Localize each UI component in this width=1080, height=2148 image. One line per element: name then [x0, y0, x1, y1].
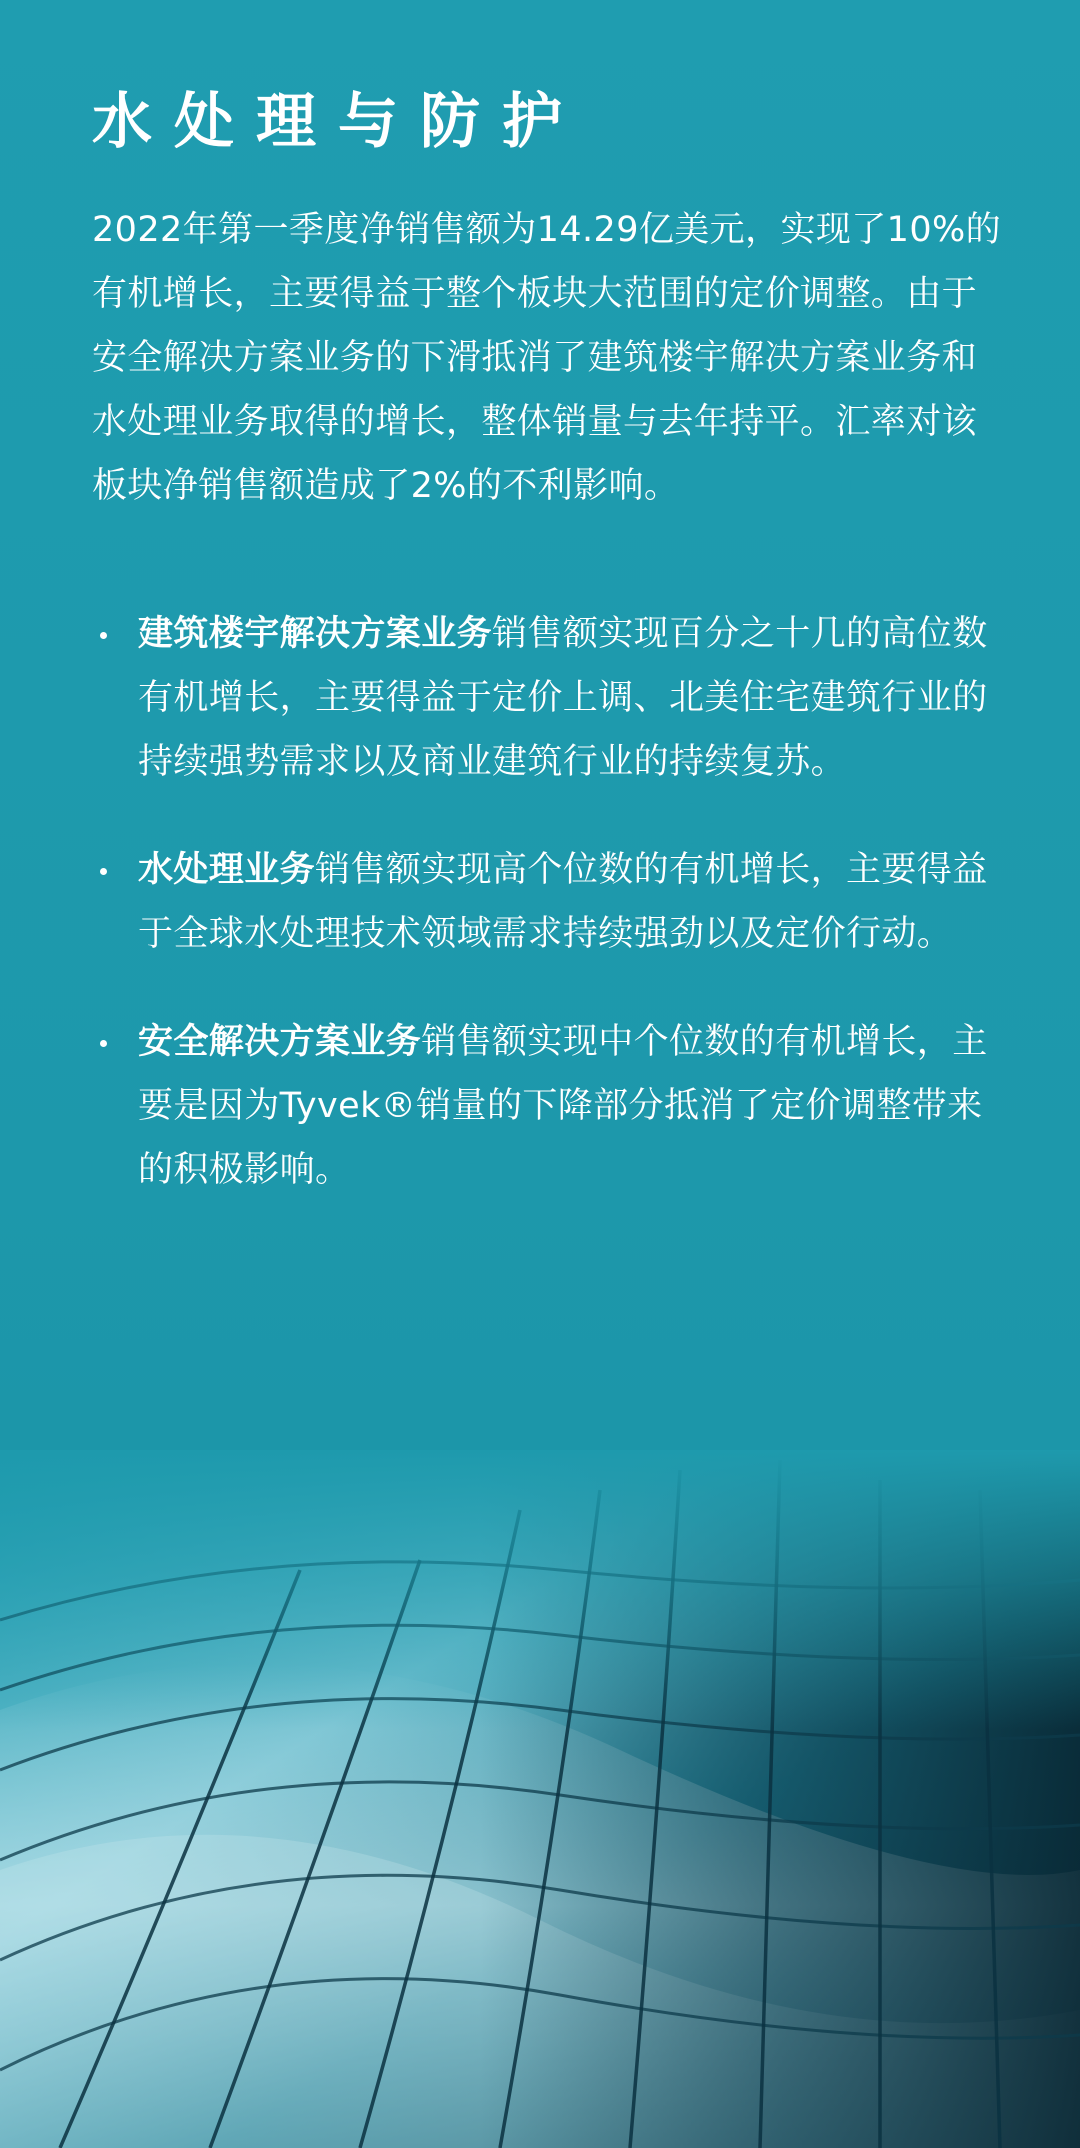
bullet-heading: 安全解决方案业务 — [138, 1022, 422, 1062]
bullet-dot-icon — [100, 868, 107, 875]
list-item — [100, 602, 1000, 794]
bullet-text: 销售额实现高个位数的有机增长，主要得益于全球水处理技术领域需求持续强劲以及定价行动。 — [138, 850, 988, 954]
bullet-text: 销售额实现中个位数的有机增长，主要是因为Tyvek®销量的下降部分抵消了定价调整带来的积极影响。 — [138, 1022, 988, 1190]
page-title: 水处理与防护 — [92, 87, 584, 157]
glass-facade-image — [0, 1450, 1080, 2148]
list-item — [100, 838, 1000, 966]
bullet-dot-icon — [100, 1040, 107, 1047]
bullet-list — [100, 602, 1000, 1246]
intro-paragraph: 2022年第一季度净销售额为14.29亿美元，实现了10%的有机增长，主要得益于整个板块大范围的定价调整。由于安全解决方案业务的下滑抵消了建筑楼宇解决方案业务和水处理业务取得的增长，整体销量与去年持平。汇率对该板块净销售额造成了2%的不利影响。 — [92, 210, 1002, 506]
list-item — [100, 1010, 1000, 1202]
bullet-text: 销售额实现百分之十几的高位数有机增长，主要得益于定价上调、北美住宅建筑行业的持续强势需求以及商业建筑行业的持续复苏。 — [138, 614, 988, 782]
bullet-dot-icon — [100, 632, 107, 639]
bullet-heading: 建筑楼宇解决方案业务 — [138, 614, 493, 654]
bullet-heading: 水处理业务 — [138, 850, 316, 890]
